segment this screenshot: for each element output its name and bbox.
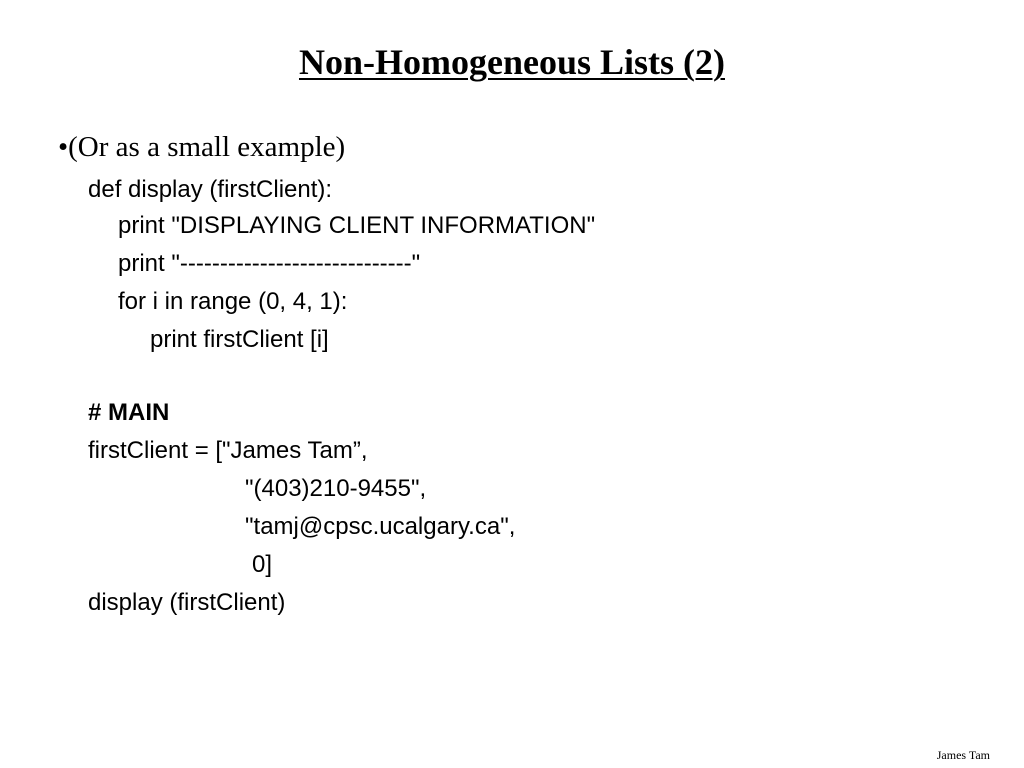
bullet-point: •(Or as a small example) [58,131,346,163]
code-line-print-header: print "DISPLAYING CLIENT INFORMATION" [118,212,596,239]
code-line-main-comment: # MAIN [88,399,170,426]
footer-author: James Tam [936,748,990,762]
code-line-display-call: display (firstClient) [88,589,286,616]
code-line-for-loop: for i in range (0, 4, 1): [118,288,348,315]
code-line-def: def display (firstClient): [88,176,333,203]
code-line-print-dashes: print "-----------------------------" [118,250,421,277]
code-line-list-end: 0] [252,551,273,578]
code-line-list-start: firstClient = ["James Tam”, [88,437,368,464]
code-line-list-email: "tamj@cpsc.ucalgary.ca", [245,513,516,540]
code-line-list-phone: "(403)210-9455", [245,475,427,502]
code-line-print-item: print firstClient [i] [150,326,329,353]
slide-title: Non-Homogeneous Lists (2) [298,42,725,82]
